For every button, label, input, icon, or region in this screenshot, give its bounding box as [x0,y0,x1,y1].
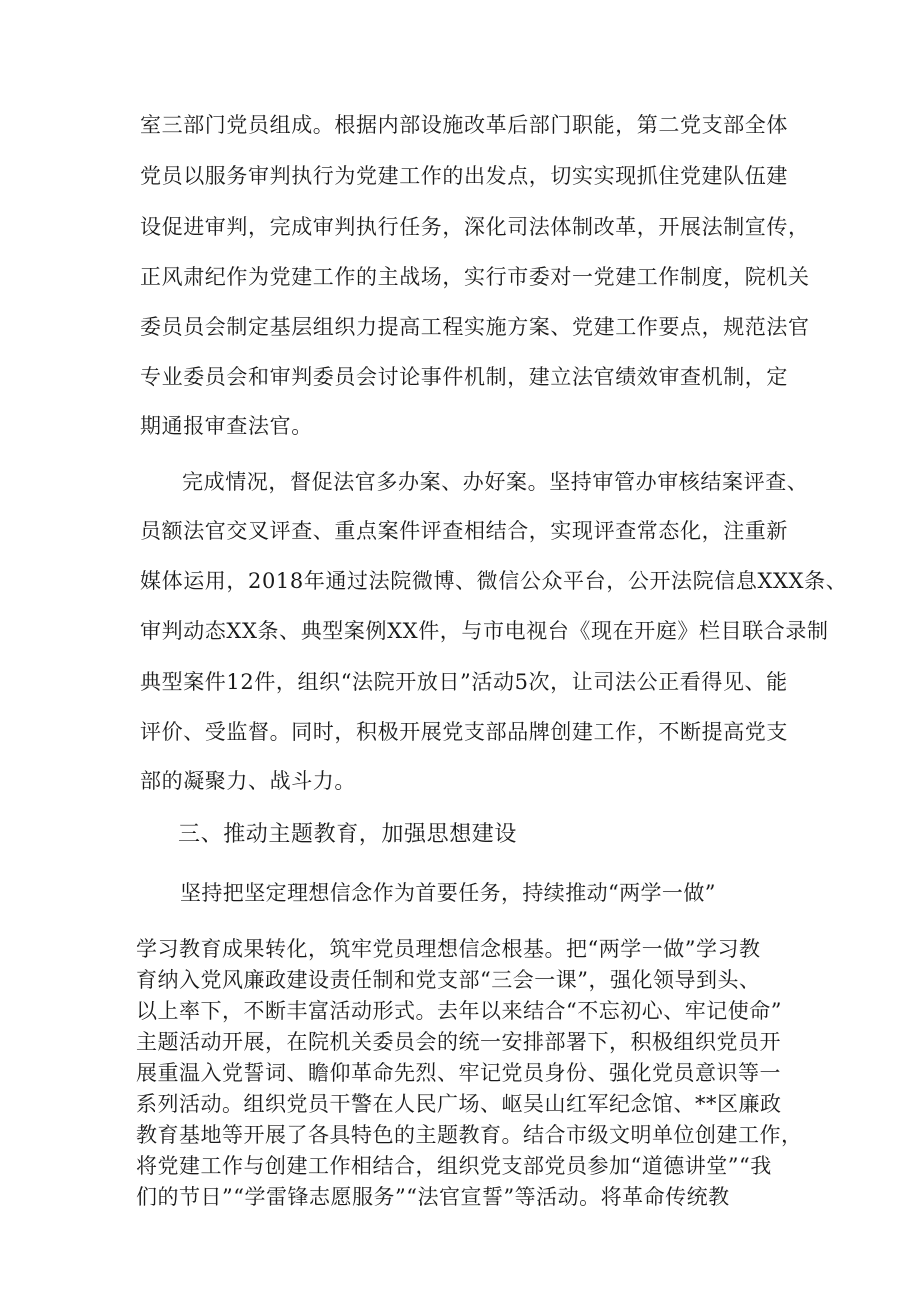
paragraph-1-line-6: 专业委员会和审判委员会讨论事件机制，建立法官绩效审查机制，定 [140,365,788,389]
paragraph-2-line-7: 部的凝聚力、战斗力。 [140,769,356,793]
paragraph-3-line-7: 教育基地等开展了各具特色的主题教育。结合市级文明单位创建工作， [136,1123,803,1147]
paragraph-2-line-2: 员额法官交叉评查、重点案件评查相结合，实现评查常态化，注重新 [140,519,788,543]
paragraph-2-line-4: 审判动态XX条、典型案例XX件，与市电视台《现在开庭》栏目联合录制 [140,619,829,643]
paragraph-3-line-9: 们的节日”“学雷锋志愿服务”“法官宣誓”等活动。将革命传统教 [136,1185,730,1209]
paragraph-2-line-1: 完成情况，督促法官多办案、办好案。坚持审管办审核结案评查、 [182,470,809,494]
paragraph-3-line-2: 育纳入党风廉政建设责任制和党支部“三会一课”，强化领导到头、 [136,968,761,992]
paragraph-2-line-3: 媒体运用，2018年通过法院微博、微信公众平台，公开法院信息XXX条、 [140,569,848,593]
paragraph-1-line-5: 委员员会制定基层组织力提高工程实施方案、党建工作要点，规范法官 [140,315,810,339]
paragraph-3-line-3: 以上率下，不断丰富活动形式。去年以来结合“不忘初心、牢记使命” [136,999,782,1023]
paragraph-3-line-5: 展重温入党誓词、瞻仰革命先烈、牢记党员身份、强化党员意识等一 [136,1061,781,1085]
paragraph-3-line-4: 主题活动开展，在院机关委员会的统一安排部署下，积极组织党员开 [136,1030,781,1054]
paragraph-2-line-5: 典型案件12件，组织“法院开放日”活动5次，让司法公正看得见、能 [140,670,788,694]
paragraph-2-line-6: 评价、受监督。同时，积极开展党支部品牌创建工作，不断提高党支 [140,720,788,744]
paragraph-1-line-1: 室三部门党员组成。根据内部设施改革后部门职能，第二党支部全体 [140,113,788,137]
paragraph-3-first-line: 坚持把坚定理想信念作为首要任务，持续推动“两学一做” [180,881,716,905]
paragraph-3-line-1: 学习教育成果转化，筑牢党员理想信念根基。把“两学一做”学习教 [136,937,761,961]
paragraph-1-line-3: 设促进审判，完成审判执行任务，深化司法体制改革，开展法制宣传， [140,215,810,239]
section-heading: 三、推动主题教育，加强思想建设 [178,822,518,847]
paragraph-3-line-8: 将党建工作与创建工作相结合，组织党支部党员参加“道德讲堂”“我 [136,1154,772,1178]
paragraph-1-line-2: 党员以服务审判执行为党建工作的出发点，切实实现抓住党建队伍建 [140,164,788,188]
paragraph-1-line-4: 正风肃纪作为党建工作的主战场，实行市委对一党建工作制度，院机关 [140,265,810,289]
paragraph-1-line-7: 期通报审查法官。 [140,414,313,438]
paragraph-3-line-6: 系列活动。组织党员干警在人民广场、岖吴山红军纪念馆、**区廉政 [136,1092,782,1116]
